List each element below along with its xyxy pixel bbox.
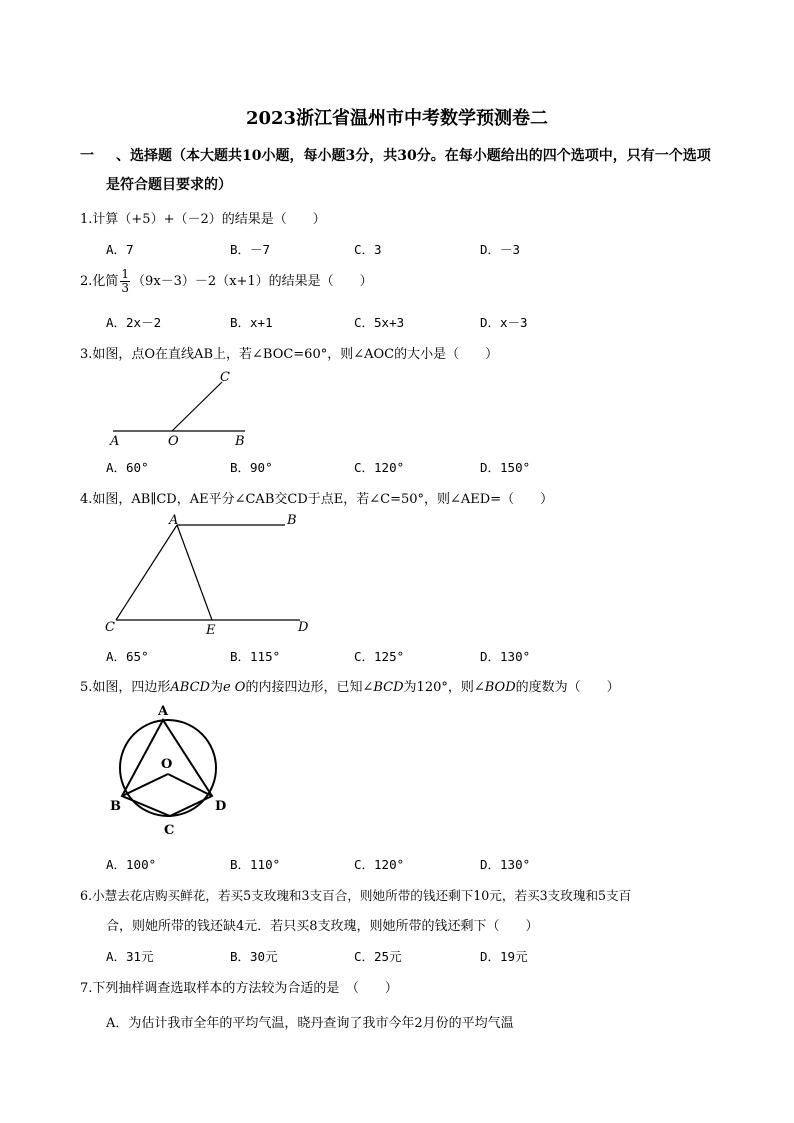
option-b: B．x+1 (230, 315, 273, 330)
fraction (120, 268, 130, 295)
label-d: D (298, 620, 309, 635)
ray-oc (172, 382, 222, 431)
option-d: D．130° (480, 649, 531, 664)
question-2-pre: 2.化简 (80, 274, 119, 289)
option-b: B．90° (230, 460, 273, 475)
question-5-pre: 5.如图，四边形 (80, 680, 171, 695)
question-5 (80, 676, 620, 695)
question-2 (80, 268, 373, 295)
option-a: A．100° (106, 857, 157, 872)
section-heading (80, 142, 730, 171)
option-a: A．2x－2 (106, 315, 162, 330)
segment-ae (177, 525, 212, 620)
question-5-text: 为120°，则 (403, 680, 474, 695)
option-a: A．60° (106, 460, 149, 475)
question-3: 3.如图，点O在直线AB上，若∠BOC=60°，则∠AOC的大小是（ ） (80, 347, 499, 362)
section-text: 、选择题（本大题共10小题，每小题3分，共30分。在每小题给出的四个选项中，只有一个选项 (116, 148, 711, 164)
option-a: A．7 (106, 242, 134, 257)
option-b: B．115° (230, 649, 281, 664)
figure-inscribed-quad (108, 700, 234, 842)
question-7-option-a: A．为估计我市全年的平均气温，晓丹查询了我市今年2月份的平均气温 (106, 1016, 514, 1031)
option-d: D．－3 (480, 242, 521, 257)
label-e: E (206, 623, 216, 638)
option-d: D．150° (480, 460, 531, 475)
question-2-post: （9x－3）－2（x+1）的结果是（ ） (132, 274, 373, 289)
fraction-numerator: 1 (121, 267, 130, 281)
question-5-text: 为 (209, 680, 223, 695)
option-c: C．120° (354, 460, 405, 475)
label-b: B (235, 434, 245, 449)
option-a: A．65° (106, 649, 149, 664)
option-c: C．25元 (354, 949, 402, 964)
figure-angle-line (105, 366, 255, 450)
question-1: 1.计算（+5）+（－2）的结果是（ ） (80, 212, 326, 227)
question-4: 4.如图，AB∥CD，AE平分∠CAB交CD于点E，若∠C=50°，则∠AED=（ ） (80, 492, 554, 507)
fraction-denominator: 3 (121, 281, 130, 295)
angle-bcd: ∠BCD (362, 680, 404, 695)
option-b: B．110° (230, 857, 281, 872)
option-c: C．3 (354, 242, 382, 257)
option-d: D．x－3 (480, 315, 528, 330)
question-6: 6.小慧去花店购买鲜花，若买5支玫瑰和3支百合，则她所带的钱还剩下10元，若买3支玫瑰和5支百 (80, 888, 632, 903)
label-o: O (161, 757, 173, 772)
label-a: A (110, 434, 120, 449)
label-c: C (220, 370, 230, 385)
angle-bod: ∠BOD (473, 680, 516, 695)
label-b: B (287, 513, 297, 528)
question-6-line2: 合，则她所带的钱还缺4元．若只买8支玫瑰，则她所带的钱还剩下（ ） (106, 919, 539, 934)
segment-ac (116, 525, 177, 620)
option-c: C．125° (354, 649, 405, 664)
option-b: B．－7 (230, 242, 271, 257)
label-a: A (169, 513, 179, 528)
option-d: D．130° (480, 857, 531, 872)
page-title: 2023浙江省温州市中考数学预测卷二 (245, 108, 549, 129)
question-5-text: 的内接四边形，已知 (245, 680, 363, 695)
option-c: C．120° (354, 857, 405, 872)
circle-name: e O (222, 680, 246, 695)
figure-parallel-lines (100, 510, 320, 638)
label-a: A (158, 704, 169, 719)
label-c: C (105, 620, 115, 635)
question-5-post: 的度数为（ ） (515, 680, 620, 695)
option-d: D．19元 (480, 949, 528, 964)
question-7: 7.下列抽样调查选取样本的方法较为合适的是 （ ） (80, 981, 398, 996)
label-b: B (110, 799, 121, 814)
quad-name: ABCD (170, 680, 210, 695)
section-number: 一 (80, 148, 94, 164)
option-c: C．5x+3 (354, 315, 405, 330)
option-a: A．31元 (106, 949, 154, 964)
label-d: D (215, 799, 227, 814)
option-b: B．30元 (230, 949, 278, 964)
section-heading-line2: 是符合题目要求的） (106, 177, 232, 193)
label-c: C (164, 823, 175, 838)
label-o: O (168, 434, 179, 449)
